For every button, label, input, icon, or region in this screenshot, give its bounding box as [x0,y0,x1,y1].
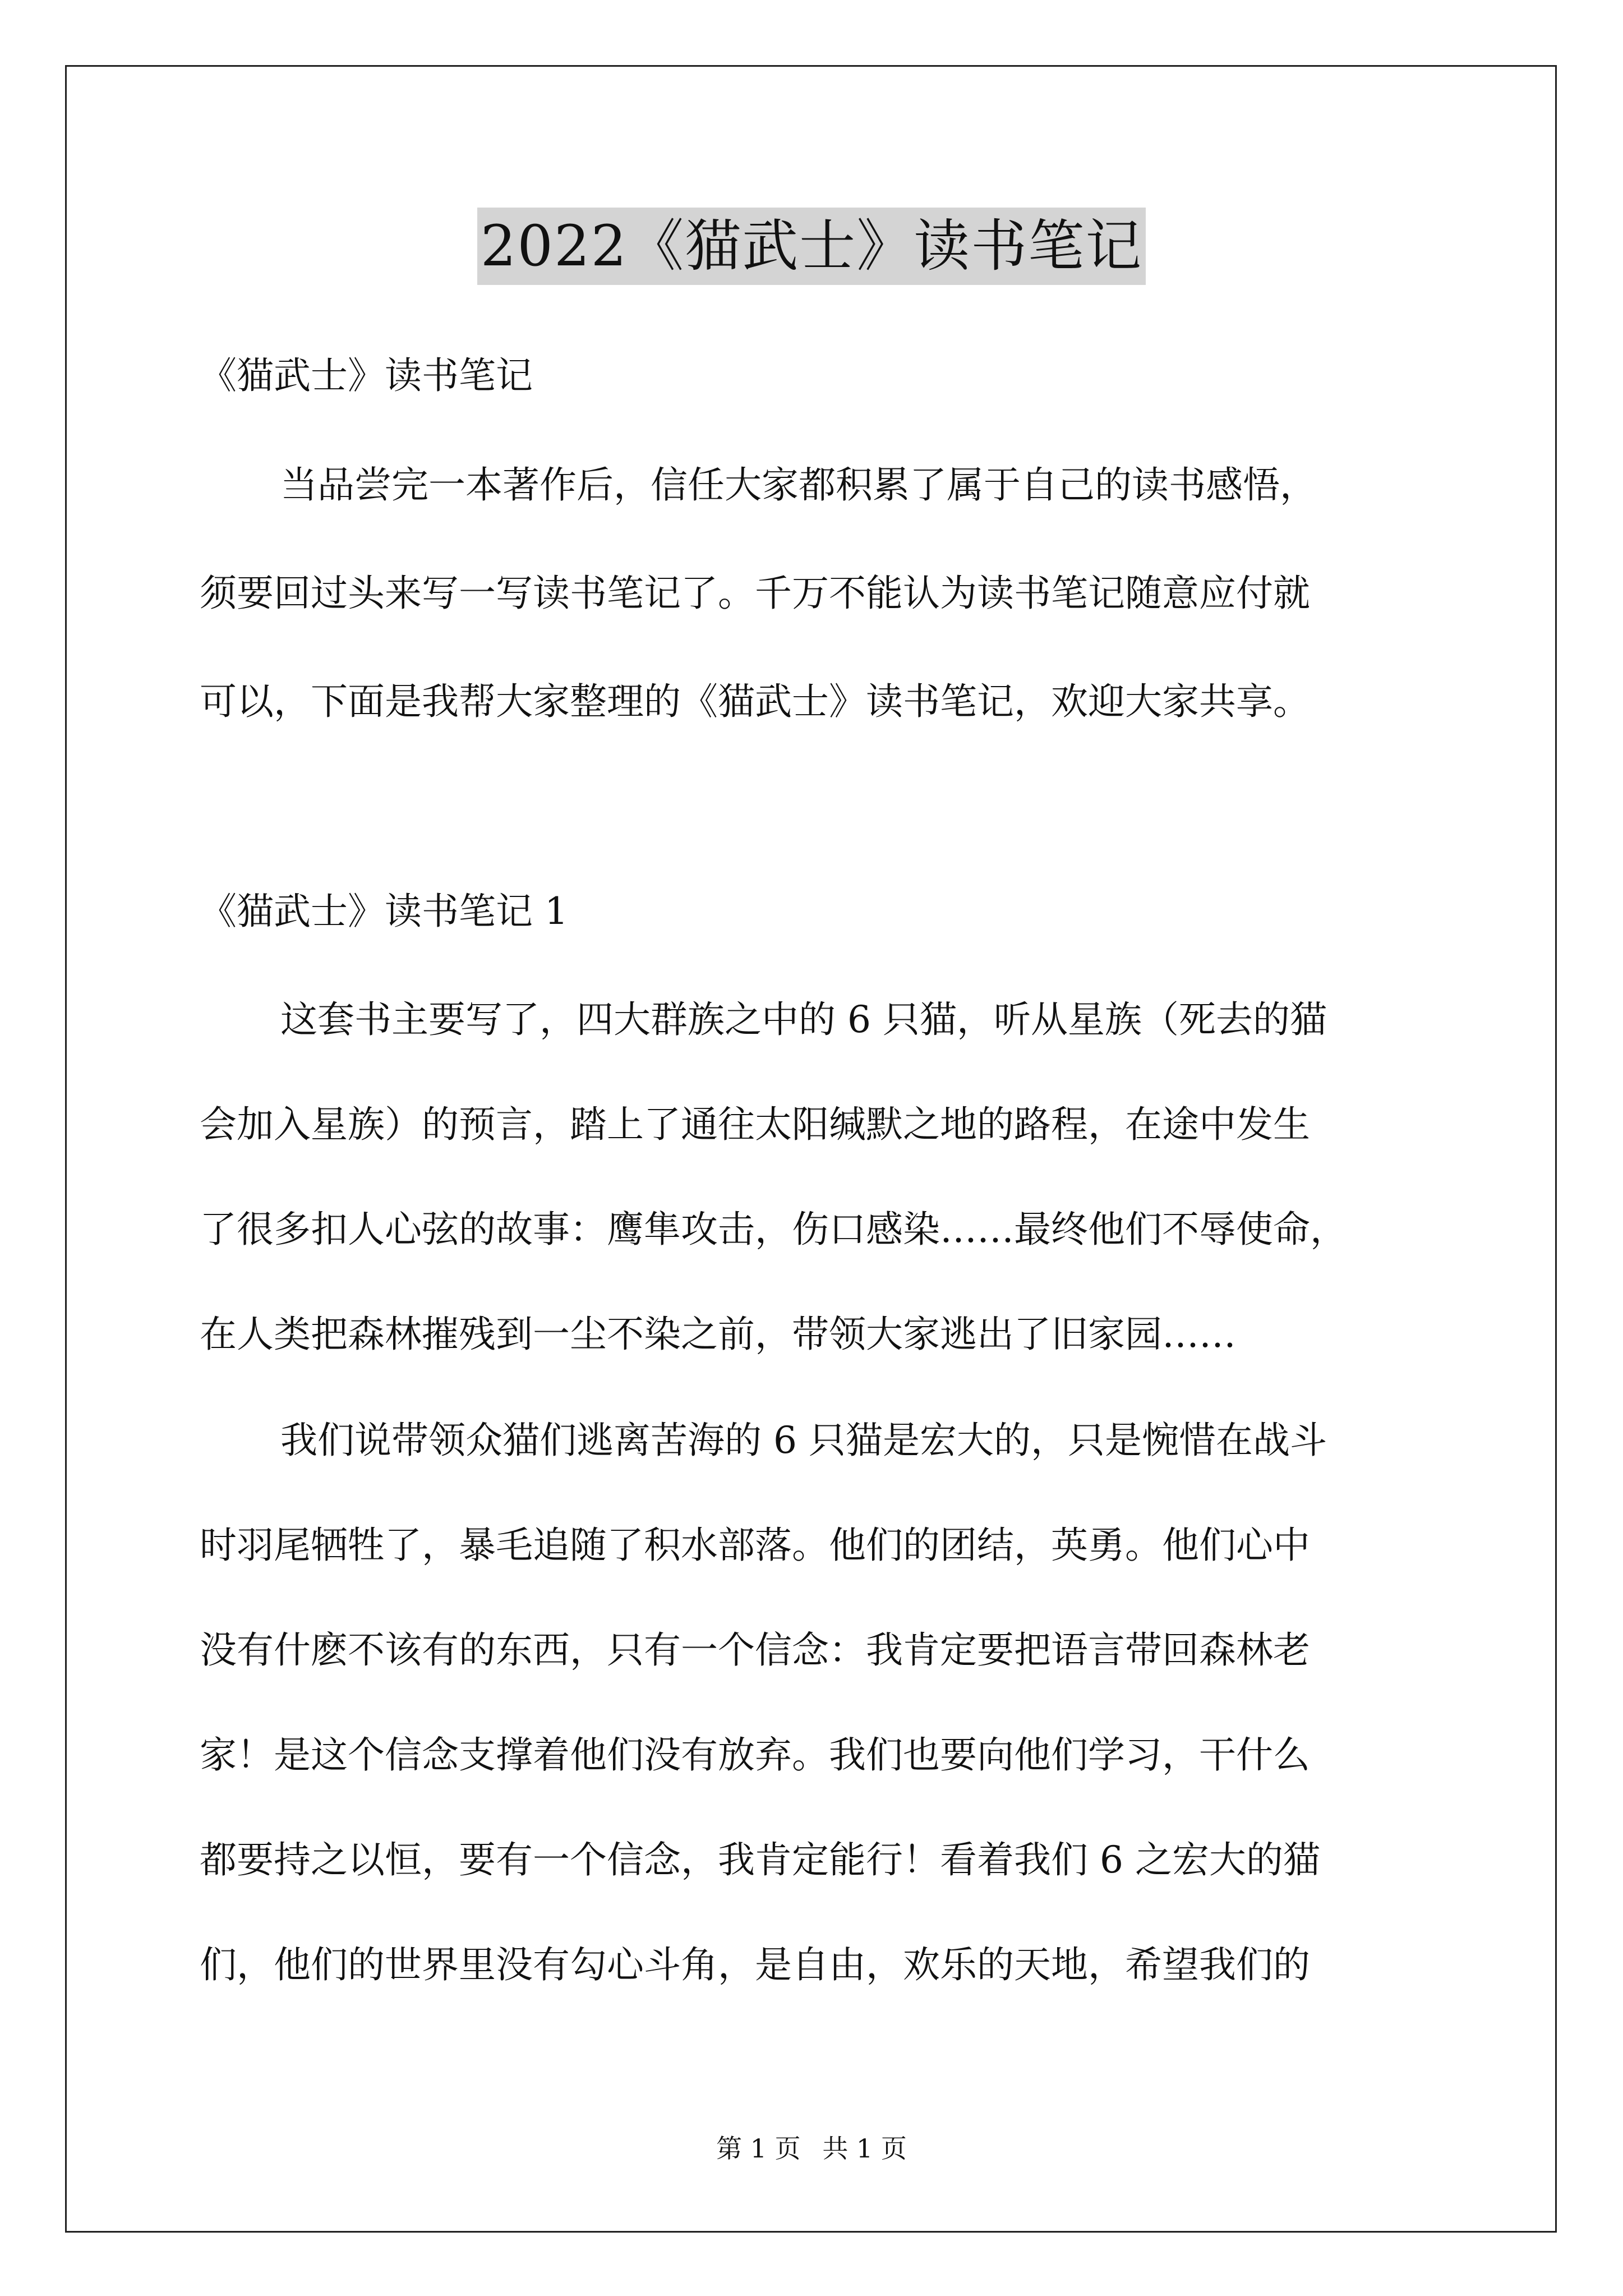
paragraph-line: 家！是这个信念支撑着他们没有放弃。我们也要向他们学习，干什么 [200,1733,1310,1777]
intro-line: 可以，下面是我帮大家整理的《猫武士》读书笔记，欢迎大家共享。 [200,680,1310,723]
paragraph-line: 们，他们的世界里没有勾心斗角，是自由，欢乐的天地，希望我们的 [200,1943,1310,1986]
paragraph-line: 都要持之以恒，要有一个信念，我肯定能行！看着我们 6 之宏大的猫 [200,1838,1320,1881]
paragraph-line: 了很多扣人心弦的故事：鹰隼攻击，伤口感染……最终他们不辱使命， [200,1208,1347,1251]
page-number: 第 1 页 [716,2133,801,2164]
document-title: 2022《猫武士》读书笔记 [477,208,1146,285]
paragraph-line: 没有什麽不该有的东西，只有一个信念：我肯定要把语言带回森林老 [200,1628,1310,1672]
intro-heading: 《猫武士》读书笔记 [200,354,533,397]
title-container [0,208,1623,285]
page-total: 共 1 页 [822,2133,907,2164]
intro-line: 须要回过头来写一写读书笔记了。千万不能认为读书笔记随意应付就 [200,572,1310,615]
paragraph-line: 这套书主要写了，四大群族之中的 6 只猫，听从星族（死去的猫 [280,998,1327,1041]
paragraph-line: 我们说带领众猫们逃离苦海的 6 只猫是宏大的，只是惋惜在战斗 [280,1419,1327,1462]
page-footer [0,2132,1623,2165]
paragraph-line: 会加入星族）的预言，踏上了通往太阳缄默之地的路程，在途中发生 [200,1103,1310,1146]
paragraph-line: 在人类把森林摧残到一尘不染之前，带领大家逃出了旧家园…… [200,1313,1236,1356]
intro-line: 当品尝完一本著作后，信任大家都积累了属于自己的读书感悟， [280,463,1317,507]
paragraph-line: 时羽尾牺牲了，暴毛追随了积水部落。他们的团结，英勇。他们心中 [200,1524,1310,1567]
section-heading: 《猫武士》读书笔记 1 [200,890,568,933]
